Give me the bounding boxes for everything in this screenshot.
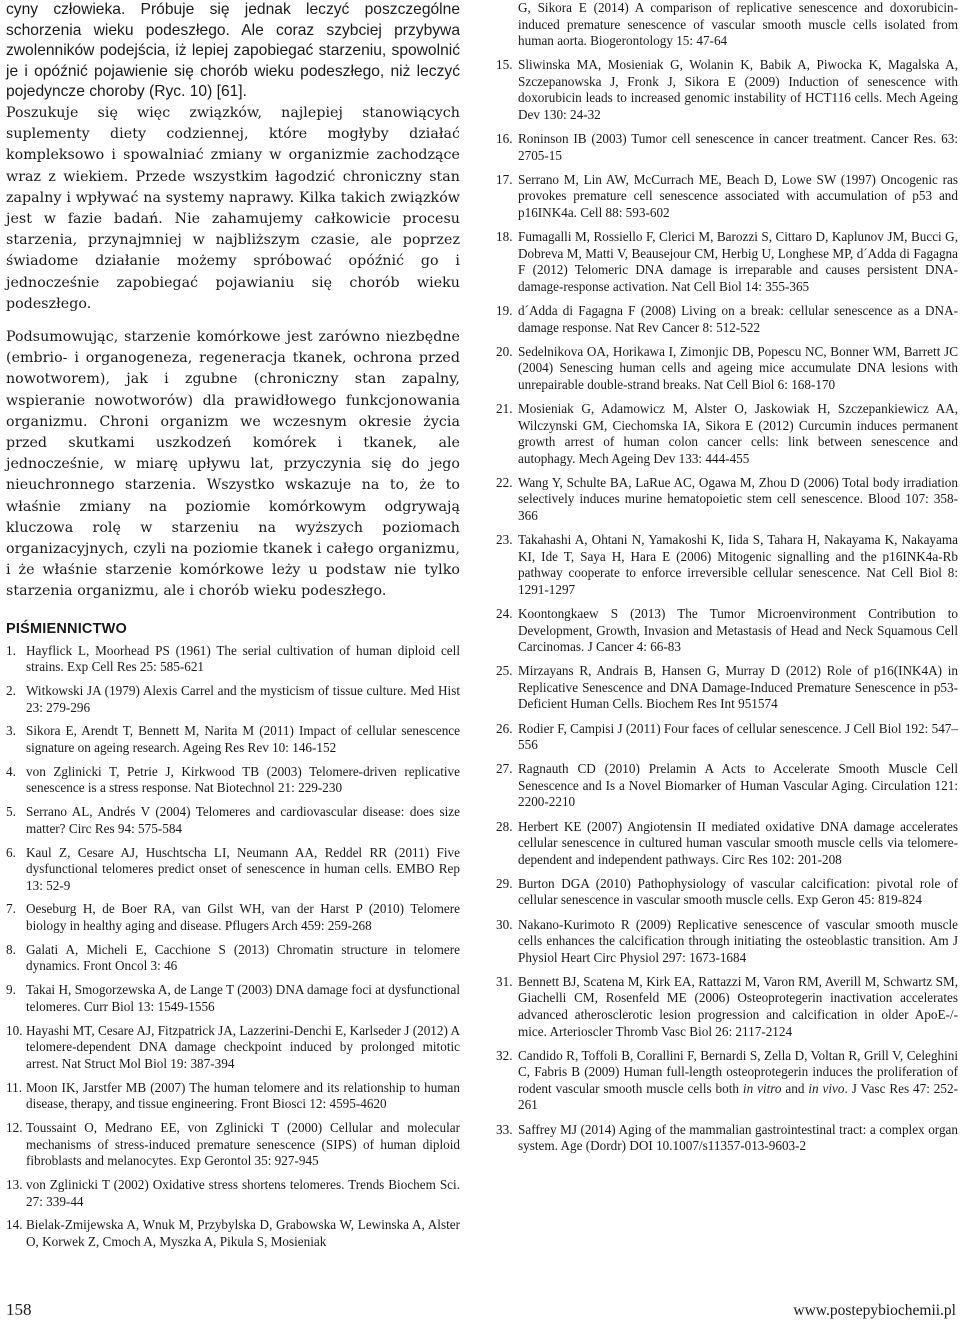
reference-text: Rodier F, Campisi J (2011) Four faces of cellular senescence. J Cell Biol 192: 547–556 xyxy=(518,720,958,753)
body-paragraph-1: cyny człowieka. Próbuje się jednak leczyć poszczególne schorzenia wieku podeszłego. Ale coraz szybciej przybywa zwolenników podejścia, iż lepiej zapobiegać starzeniu, spowolnić je i opóźnić pojawienie się chorób wieku podeszłego, niż leczyć pojedyncze choroby (Ryc. 10) [61]. xyxy=(6,1,460,101)
reference-item xyxy=(6,1023,460,1073)
reference-item xyxy=(6,1120,460,1170)
reference-number: 26. xyxy=(496,720,513,736)
reference-text: Ragnauth CD (2010) Prelamin A Acts to Accelerate Smooth Muscle Cell Senescence and Is a Novel Biomarker of Human Vascular Aging. Circulation 121: 2200-2210 xyxy=(518,761,958,810)
reference-item xyxy=(6,683,460,716)
reference-item xyxy=(496,917,958,967)
reference-item xyxy=(6,723,460,756)
reference-number: 2. xyxy=(6,683,16,699)
reference-item xyxy=(496,229,958,295)
reference-text: d´Adda di Fagagna F (2008) Living on a break: cellular senescence as a DNA-damage response. Nat Rev Cancer 8: 512-522 xyxy=(518,303,958,335)
reference-item-continued: G, Sikora E (2014) A comparison of replicative senescence and doxorubicin-induced premature senescence of vascular smooth muscle cells isolated from human aorta. Biogerontology 15: 47-64 xyxy=(518,0,958,49)
reference-number: 1. xyxy=(6,642,16,658)
reference-item xyxy=(496,475,958,525)
reference-italic: in vivo xyxy=(808,1080,845,1096)
reference-item xyxy=(496,303,958,336)
reference-text: Mosieniak G, Adamowicz M, Alster O, Jaskowiak H, Szczepankiewicz AA, Wilczynski GM, Ciechomska IA, Sikora E (2012) Curcumin induces permanent growth arrest of human colon cancer cells: link between senescence and autophagy. Mech Ageing Dev 133: 444-455 xyxy=(518,400,958,466)
reference-item xyxy=(6,982,460,1015)
reference-number: 11. xyxy=(6,1079,22,1095)
reference-item xyxy=(6,764,460,797)
reference-number: 22. xyxy=(496,474,513,490)
reference-number: 17. xyxy=(496,171,513,187)
reference-number: 9. xyxy=(6,982,16,998)
references-heading: PIŚMIENNICTWO xyxy=(6,620,128,637)
reference-text: Serrano AL, Andrés V (2004) Telomeres and cardiovascular disease: does size matter? Circ Res 94: 575-584 xyxy=(26,804,460,836)
reference-text: Nakano-Kurimoto R (2009) Replicative senescence of vascular smooth muscle cells enhances the calcification through initiating the osteoblastic transition. Am J Physiol Heart Circ Physiol 297: 1673-1684 xyxy=(518,916,958,965)
reference-text: Sedelnikova OA, Horikawa I, Zimonjic DB, Popescu NC, Bonner WM, Barrett JC (2004) Senescing human cells and ageing mice accumulate DNA lesions with unrepairable double-strand breaks. Nat Cell Biol 6: 168-170 xyxy=(518,343,958,392)
references-list-left xyxy=(6,643,460,1251)
reference-text: Saffrey MJ (2014) Aging of the mammalian gastrointestinal tract: a complex organ system. Age (Dordr) DOI 10.1007/s11357-013-9603-2 xyxy=(518,1121,958,1154)
reference-text: Moon IK, Jarstfer MB (2007) The human telomere and its relationship to human disease, therapy, and tissue engineering. Front Biosci 12: 4595-4620 xyxy=(26,1079,460,1112)
reference-number: 24. xyxy=(496,606,513,621)
reference-item xyxy=(496,344,958,394)
reference-text: Bennett BJ, Scatena M, Kirk EA, Rattazzi M, Varon RM, Averill M, Schwartz SM, Giachelli CM, Rosenfeld ME (2006) Osteoprotegerin inactivation accelerates advanced atherosclerotic lesion progression and calcification in older ApoE-/- mice. Arterioscler Thromb Vasc Biol 26: 2117-2124 xyxy=(518,973,958,1039)
body-paragraph-2: Poszukuje się więc związków, najlepiej stanowiących suplementy diety codziennej, które mogłyby działać kompleksowo i spowalniać zmiany w organizmie zachodzące wraz z wiekiem. Przede wszystkim łagodzić chroniczny stan zapalny i wpływać na systemy naprawy. Kilka takich związków jest w fazie badań. Nie zahamujemy całkowicie procesu starzenia, przynajmniej w najbliższym czasie, ale poprzez świadome działanie możemy spróbować opóźnić go i jednocześnie zapobiegać pojawianiu się chorób wieku podeszłego. xyxy=(6,104,460,312)
reference-text: Bielak-Zmijewska A, Wnuk M, Przybylska D, Grabowska W, Lewinska A, Alster O, Korwek Z, Cmoch A, Myszka A, Pikula S, Mosieniak xyxy=(26,1217,460,1249)
reference-number: 14. xyxy=(6,1217,23,1233)
reference-item xyxy=(496,974,958,1040)
reference-item xyxy=(6,643,460,676)
reference-text: Herbert KE (2007) Angiotensin II mediated oxidative DNA damage accelerates cellular senescence in cultured human vascular smooth muscle cells via telomere-dependent and independent pathways. Circ Res 102: 201-208 xyxy=(518,818,958,867)
reference-item xyxy=(6,942,460,975)
reference-item xyxy=(496,401,958,467)
reference-item xyxy=(6,845,460,895)
reference-text: Sikora E, Arendt T, Bennett M, Narita M (2011) Impact of cellular senescence signature on ageing research. Ageing Res Rev 10: 146-152 xyxy=(26,723,460,755)
reference-text: Toussaint O, Medrano EE, von Zglinicki T (2000) Cellular and molecular mechanisms of stress-induced premature senescence (SIPS) of human diploid fibroblasts and melanocytes. Exp Gerontol 35: 927-945 xyxy=(26,1119,460,1169)
reference-text: Galati A, Micheli E, Cacchione S (2013) Chromatin structure in telomere dynamics. Front Oncol 3: 46 xyxy=(26,941,460,974)
reference-number: 13. xyxy=(6,1176,23,1192)
reference-number: 31. xyxy=(496,973,513,989)
reference-number: 3. xyxy=(6,723,16,739)
reference-item xyxy=(496,172,958,222)
left-column xyxy=(6,0,460,1258)
reference-item xyxy=(496,532,958,598)
reference-item xyxy=(6,901,460,934)
journal-url: www.postepybiochemii.pl xyxy=(793,1302,956,1319)
reference-number: 5. xyxy=(6,804,16,820)
reference-number: 27. xyxy=(496,761,513,777)
reference-number: 12. xyxy=(6,1119,23,1135)
reference-number: 30. xyxy=(496,916,513,932)
body-paragraph-3: Podsumowując, starzenie komórkowe jest zarówno niezbędne (embrio- i organogeneza, regeneracja tkanek, ochrona przed nowotworem), jak i zgubne (chroniczny stan zapalny, wspieranie nowotworów) dla prawidłowego funkcjonowania organizmu. Chroni organizm we wczesnym okresie życia przed skutkami uszkodzeń komórek i tkanek, ale jednocześnie, w miarę upływu lat, przyczynia się do jego nieuchronnego starzenia. Wszystko wskazuje na to, że to właśnie zmiany na poziomie komórkowym odgrywają kluczowa rolę w starzeniu na wyższych poziomach organizacyjnych, czyli na poziomie tkanek i całego organizmu, i że właśnie starzenie komórkowe leży u podstaw nie tylko starzenia organizmu, ale i chorób wieku podeszłego. xyxy=(6,329,460,600)
reference-item xyxy=(496,57,958,123)
reference-number: 7. xyxy=(6,901,16,917)
reference-item xyxy=(496,606,958,656)
reference-number: 29. xyxy=(496,875,513,891)
reference-number: 4. xyxy=(6,763,16,779)
reference-text: Fumagalli M, Rossiello F, Clerici M, Barozzi S, Cittaro D, Kaplunov JM, Bucci G, Dobreva M, Matti V, Beausejour CM, Herbig U, Longhese MP, d´Adda di Fagagna F (2012) Telomeric DNA damage is irreparable and causes persistent DNA-damage-response activation. Nat Cell Biol 14: 355-365 xyxy=(518,229,958,294)
reference-item xyxy=(496,819,958,869)
reference-number: 21. xyxy=(496,400,513,416)
reference-number: 15. xyxy=(496,57,513,73)
reference-item xyxy=(496,876,958,909)
reference-text: Burton DGA (2010) Pathophysiology of vascular calcification: pivotal role of cellular senescence in vascular smooth muscle cells. Exp Geron 45: 819-824 xyxy=(518,875,958,908)
reference-item xyxy=(496,663,958,713)
reference-text: Roninson IB (2003) Tumor cell senescence in cancer treatment. Cancer Res. 63: 2705-15 xyxy=(518,131,958,163)
reference-number: 23. xyxy=(496,532,513,548)
reference-number: 10. xyxy=(6,1022,23,1038)
reference-number: 8. xyxy=(6,941,16,957)
reference-item xyxy=(6,1177,460,1210)
reference-italic: in vitro xyxy=(742,1080,782,1096)
reference-number: 16. xyxy=(496,131,513,147)
reference-text: von Zglinicki T (2002) Oxidative stress shortens telomeres. Trends Biochem Sci. 27: 339-44 xyxy=(26,1176,460,1209)
reference-number: 33. xyxy=(496,1121,513,1137)
reference-item xyxy=(496,1122,958,1155)
reference-text: Takahashi A, Ohtani N, Yamakoshi K, Iida S, Tahara H, Nakayama K, Nakayama KI, Ide T, Saya H, Hara E (2006) Mitogenic signalling and the p16INK4a-Rb pathway cooperate to enforce irreversible cellular senescence. Nat Cell Biol 8: 1291-1297 xyxy=(518,532,958,597)
reference-number: 20. xyxy=(496,343,513,359)
reference-item xyxy=(496,1048,958,1114)
reference-text: Sliwinska MA, Mosieniak G, Wolanin K, Babik A, Piwocka K, Magalska A, Szczepanowska J, Fronk J, Sikora E (2009) Induction of senescence with doxorubicin leads to increased genomic instability of HCT116 cells. Mech Ageing Dev 130: 24-32 xyxy=(518,57,958,123)
reference-text: Hayashi MT, Cesare AJ, Fitzpatrick JA, Lazzerini-Denchi E, Karlseder J (2012) A telomere-dependent DNA damage checkpoint induced by prolonged mitotic arrest. Nat Struct Mol Biol 19: 387-394 xyxy=(26,1022,460,1071)
reference-text: Serrano M, Lin AW, McCurrach ME, Beach D, Lowe SW (1997) Oncogenic ras provokes premature cell senescence associated with accumulation of p53 and p16INK4a. Cell 88: 593-602 xyxy=(518,171,958,221)
reference-segment: Candido R, Toffoli B, Corallini F, Bernardi S, Zella D, Voltan R, Grill V, Celeghini C, Fabris B (2009) Human full-length osteoprotegerin induces the proliferation of rodent vascular smooth muscle cells both xyxy=(518,1047,958,1096)
reference-item xyxy=(6,1217,460,1250)
reference-text: Wang Y, Schulte BA, LaRue AC, Ogawa M, Zhou D (2006) Total body irradiation selectively induces murine hematopoietic stem cell senescence. Blood 107: 358-366 xyxy=(518,474,958,524)
reference-text: Witkowski JA (1979) Alexis Carrel and the mysticism of tissue culture. Med Hist 23: 279-296 xyxy=(26,683,460,715)
reference-item xyxy=(496,131,958,164)
reference-segment: . J Vasc Res 47: 252-261 xyxy=(518,1080,958,1113)
page-number: 158 xyxy=(6,1300,32,1319)
reference-item xyxy=(6,1080,460,1113)
reference-number: 19. xyxy=(496,303,513,318)
reference-text: Takai H, Smogorzewska A, de Lange T (2003) DNA damage foci at dysfunctional telomeres. Curr Biol 13: 1549-1556 xyxy=(26,982,460,1014)
reference-text: Mirzayans R, Andrais B, Hansen G, Murray D (2012) Role of p16(INK4A) in Replicative Senescence and DNA Damage-Induced Premature Senescence in p53-Deficient Human Cells. Biochem Res Int 951574 xyxy=(518,663,958,712)
references-list-right xyxy=(496,0,958,1155)
reference-text: Hayflick L, Moorhead PS (1961) The serial cultivation of human diploid cell strains. Exp Cell Res 25: 585-621 xyxy=(26,642,460,675)
reference-text: Kaul Z, Cesare AJ, Huschtscha LI, Neumann AA, Reddel RR (2011) Five dysfunctional telomeres predict onset of senescence in human cells. EMBO Rep 13: 52-9 xyxy=(26,844,460,893)
reference-text xyxy=(518,1048,958,1113)
reference-text: Oeseburg H, de Boer RA, van Gilst WH, van der Harst P (2010) Telomere biology in healthy aging and disease. Pflugers Arch 459: 259-268 xyxy=(26,901,460,934)
reference-item xyxy=(6,804,460,837)
reference-number: 18. xyxy=(496,229,513,245)
reference-item xyxy=(496,761,958,811)
right-column xyxy=(496,0,958,1162)
reference-text: Koontongkaew S (2013) The Tumor Microenvironment Contribution to Development, Growth, Invasion and Metastasis of Head and Neck Squamous Cell Carcinomas. J Cancer 4: 66-83 xyxy=(518,606,958,655)
reference-item xyxy=(496,721,958,754)
reference-number: 6. xyxy=(6,844,16,860)
reference-number: 25. xyxy=(496,663,513,679)
reference-number: 28. xyxy=(496,818,513,834)
reference-segment: and xyxy=(781,1080,809,1096)
reference-text: von Zglinicki T, Petrie J, Kirkwood TB (2003) Telomere-driven replicative senescence is a stress response. Nat Biotechnol 21: 229-230 xyxy=(26,763,460,796)
reference-number: 32. xyxy=(496,1047,513,1063)
